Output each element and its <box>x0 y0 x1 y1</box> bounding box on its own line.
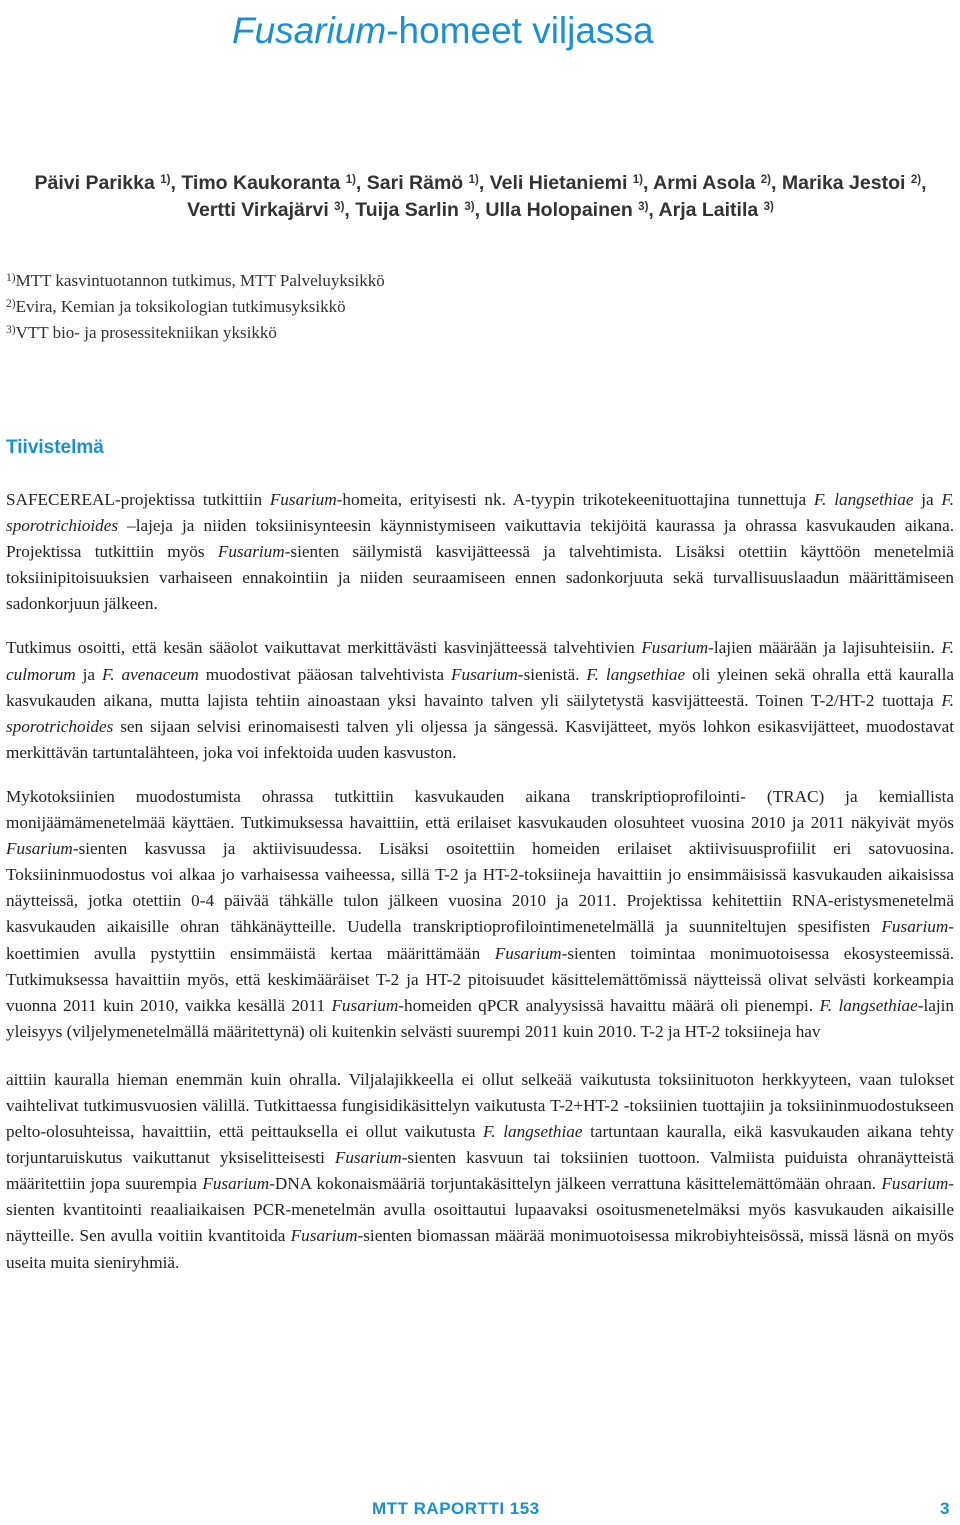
affiliation-line <box>6 294 385 320</box>
text-run: -homeiden qPCR analyysissä havaittu määrä oli pienempi. <box>398 995 820 1015</box>
abstract-paragraph-1 <box>6 487 954 617</box>
text-run: -sienten biomassan määrää monimuotoisessa mikrobiyhteisössä, missä läsnä on myös useita muita sieniryhmiä. <box>6 1226 954 1272</box>
author-name: Vertti Virkajärvi $^{3)}$ <box>187 199 345 221</box>
italic-term: Fusarium <box>881 917 949 937</box>
text-run: -DNA kokonaismääriä torjuntakäsittelyn jälkeen verrattuna käsittelemättömään ohraan. <box>269 1174 882 1194</box>
text-run: tartuntaan kauralla, eikä kasvukauden aikana tehty torjuntaruiskutus vaikuttanut yksiselitteisesti <box>6 1122 954 1168</box>
italic-term: F. avenaceum <box>102 664 199 684</box>
italic-term: Fusarium <box>202 1174 270 1194</box>
author-affiliation-mark: 1) <box>468 174 479 186</box>
author-affiliation-mark: 2) <box>910 174 922 186</box>
text-run: -sienten kasvuun tai toksiinien tuottoon. Valmiista puiduista ohranäytteistä määritettiin jopa suurempia <box>6 1148 954 1194</box>
italic-term: Fusarium <box>494 943 562 963</box>
abstract-body <box>6 487 954 1294</box>
abstract-heading: Tiivistelmä <box>6 437 104 458</box>
italic-term: F. langsethiae <box>819 995 918 1015</box>
page-number: 3 <box>940 1499 950 1518</box>
author-name: Tuija Sarlin $^{3)}$ <box>355 199 475 221</box>
text-run: -lajien määrään ja lajisuhteisiin. <box>708 638 942 658</box>
italic-term: Fusarium <box>881 1174 949 1194</box>
affiliation-line <box>6 268 385 294</box>
text-run: SAFECEREAL-projektissa tutkittiin <box>6 490 270 509</box>
text-run: Tutkimus osoitti, että kesän sääolot vaikuttavat merkittävästi kasvinjätteessä talvehtivien <box>6 638 642 658</box>
italic-term: F. sporotrichioides <box>6 490 954 536</box>
author-affiliation-mark: 2) <box>760 174 772 186</box>
title-italic-part: Fusarium <box>232 10 387 51</box>
italic-term: Fusarium <box>451 664 518 684</box>
affiliation-mark: 3) <box>6 324 16 336</box>
author-affiliation-mark: 3) <box>464 201 475 213</box>
report-series: MTT RAPORTTI 153 <box>372 1499 540 1518</box>
abstract-paragraph-2 <box>6 635 954 765</box>
italic-term: Fusarium <box>290 1226 358 1246</box>
text-run: ja <box>75 664 103 684</box>
italic-term: F. sporotrichoides <box>6 690 954 736</box>
author-name: Timo Kaukoranta $^{1)}$ <box>181 172 356 194</box>
affiliation-mark: 1) <box>6 272 16 284</box>
affiliation-text: MTT kasvintuotannon tutkimus, MTT Palveluyksikkö <box>15 271 385 290</box>
author-name: Päivi Parikka $^{1)}$ <box>34 172 171 194</box>
text-run: -homeita, erityisesti nk. A-tyypin trikotekeenituottajina tunnettuja <box>336 490 814 509</box>
italic-term: F. langsethiae <box>586 664 686 684</box>
author-name: Veli Hietaniemi $^{1)}$ <box>489 172 644 194</box>
italic-term: Fusarium <box>6 839 73 859</box>
affiliation-text: Evira, Kemian ja toksikologian tutkimusyksikkö <box>15 297 346 316</box>
title-rest: -homeet viljassa <box>386 10 654 51</box>
author-name: Armi Asola $^{2)}$ <box>653 172 772 194</box>
italic-term: Fusarium <box>641 638 709 658</box>
text-run: muodostivat pääosan talvehtivista <box>198 664 451 684</box>
italic-term: Fusarium <box>331 995 399 1015</box>
text-run: ja <box>913 490 942 509</box>
text-run: Mykotoksiinien muodostumista ohrassa tutkittiin kasvukauden aikana transkriptioprofilointi- (TRAC) ja kemiallista monijäämämenetelmää käyttäen. Tutkimuksessa havaittiin, että erilaiset kasvukauden olosuhteet vuosina 2010 ja 2011 näkyivät myös <box>6 786 954 833</box>
abstract-paragraph-3 <box>6 784 954 1045</box>
author-affiliation-mark: 1) <box>345 174 356 186</box>
text-run: -sienten säilymistä kasvijätteessä ja talvehtimista. Lisäksi otettiin käyttöön menetelmiä toksiinipitoisuuksien varhaiseen ennakointiin ja niiden seuraamiseen ennen sadonkorjuuta sekä turvallisuuslaadun määrittämiseen sadonkorjuun jälkeen. <box>6 542 954 614</box>
affiliation-mark: 2) <box>6 298 16 310</box>
author-name: Marika Jestoi $^{2)}$ <box>781 172 922 194</box>
italic-term: Fusarium <box>217 542 285 562</box>
author-affiliation-mark: 3) <box>763 201 774 213</box>
italic-term: F. culmorum <box>6 638 954 684</box>
text-run: aittiin kauralla hieman enemmän kuin ohralla. Viljalajikkeella ei ollut selkeää vaikutusta toksiinituoton herkkyyteen, vaan tulokset vaihtelivat tutkimusvuosien välillä. Tutkittaessa fungisidikäsittelyn vaikutusta T-2+HT-2 -toksiinien tuottajiin ja toksiininmuodostukseen pelto-olosuhteissa, havaittiin, että peittauksella ei ollut vaikutusta <box>6 1069 954 1142</box>
page-title <box>232 10 654 52</box>
text-run: sen sijaan selvisi erinomaisesti talven yli oljessa ja sängessä. Kasvijätteet, myös lohkon esikasvijätteet, muodostavat merkittävän tartuntalähteen, joka voi infektoida uuden kasvuston. <box>6 716 954 762</box>
italic-term: Fusarium <box>269 490 337 509</box>
italic-term: Fusarium <box>334 1148 402 1168</box>
affiliation-text: VTT bio- ja prosessitekniikan yksikkö <box>15 323 277 342</box>
text-run: -koettimien avulla pystyttiin ensimmäistä kertaa määrittämään <box>6 917 954 963</box>
author-affiliation-mark: 1) <box>632 174 644 186</box>
text-run: -sienten toimintaa monimuotoisessa ekosysteemissä. Tutkimuksessa havaittiin myös, että keskimääräiset T-2 ja HT-2 pitoisuudet käsittelemättömissä näytteissä olivat selvästi korkeampia vuonna 2011 kuin 2010, vaikka kesällä 2011 <box>6 943 954 1015</box>
text-run: -sienten kvantitointi reaaliaikaisen PCR-menetelmän avulla osoittautui lupaavaksi osoitusmenetelmäksi myös kasvukauden aikaisille näytteille. Sen avulla voitiin kvantitoida <box>6 1174 954 1246</box>
text-run: -sienistä. <box>517 664 587 684</box>
author-affiliation-mark: 3) <box>334 201 345 213</box>
abstract-paragraph-4 <box>6 1067 954 1276</box>
author-affiliation-mark: 1) <box>160 174 171 186</box>
text-run: -lajin yleisyys (viljelymenetelmällä määritettynä) oli kuitenkin selvästi suurempi 2011 kuin 2010. T-2 ja HT-2 toksiineja hav <box>6 995 954 1041</box>
italic-term: F. langsethiae <box>813 490 914 509</box>
text-run: –lajeja ja niiden toksiinisynteesin käynnistymiseen vaikuttavia tekijöitä kaurassa ja ohrassa kasvukauden aikana. Projektissa tutkittiin myös <box>6 516 954 562</box>
affiliation-line <box>6 320 385 346</box>
text-run: -sienten kasvussa ja aktiivisuudessa. Lisäksi osoitettiin homeiden erilaiset aktiivisuusprofiilit eri satovuosina. Toksiininmuodostus voi alkaa jo varhaisessa vaiheessa, sillä T-2 ja HT-2-toksiineja havaittiin jo ensimmäisissä kasvukauden aikaisissa näytteissä, jotka otettiin 0-4 päivää tähkälle tulon jälkeen vuosina 2010 ja 2011. Projektissa kehitettiin RNA-eristysmenetelmä kasvukauden aikaisille ohran tähkänäytteille. Uudella transkriptioprofilointimenetelmällä ja suunniteltujen spesifisten <box>6 839 954 937</box>
author-name: Sari Rämö $^{1)}$ <box>366 172 479 194</box>
author-name: Ulla Holopainen $^{3)}$ <box>485 199 649 221</box>
text-run: oli yleinen sekä ohralla että kauralla kasvukauden aikana, mutta lajista tehtiin ainoastaan yksi havainto talven yli säilytetystä kasvijätteestä. Toinen T-2/HT-2 tuottaja <box>6 664 955 710</box>
author-name: Arja Laitila $^{3)}$ <box>658 199 774 221</box>
italic-term: F. langsethiae <box>483 1122 583 1142</box>
affiliation-list <box>6 268 385 346</box>
author-affiliation-mark: 3) <box>638 201 649 213</box>
author-list: Päivi Parikka $^{1)}$, Timo Kaukoranta $^{1)}$, Sari Rämö $^{1)}$, Veli Hietaniemi $^{1)}$, Armi Asola $^{2)}$, Marika Jestoi $^{2)}$, Vertti Virkajärvi $^{3)}$, Tuija Sarlin $^{3)}$, Ulla Holopainen $^{3)}$, Arja Laitila $^{3)}$ <box>34 172 927 221</box>
